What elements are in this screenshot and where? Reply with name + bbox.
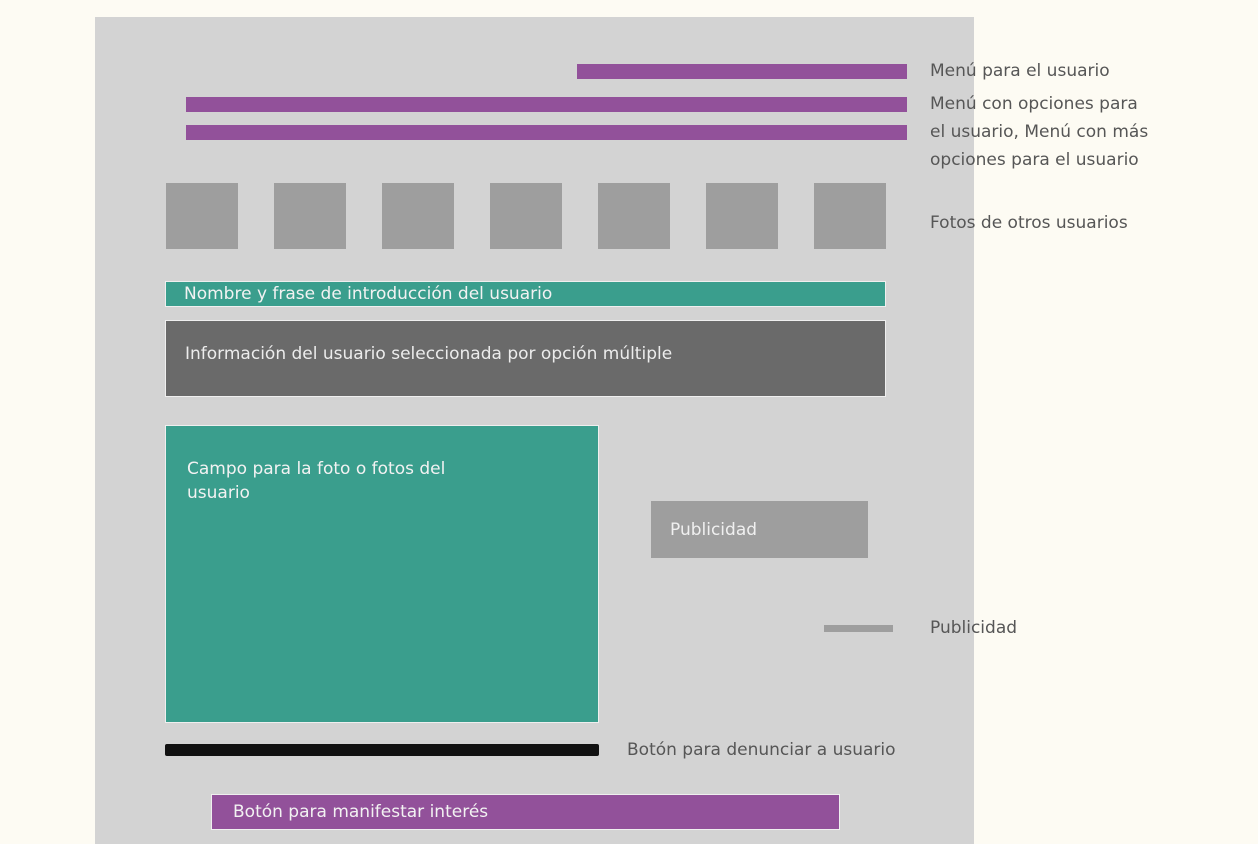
name-intro-bar [165,281,886,307]
ad-line[interactable] [824,625,893,632]
interest-button-label: Botón para manifestar interés [233,802,489,822]
other-user-photo[interactable] [814,183,886,249]
label-ad: Publicidad [930,618,1018,638]
ad-box[interactable] [651,501,868,558]
label-options-menu-line1: Menú con opciones para [930,94,1138,114]
other-user-photo[interactable] [274,183,346,249]
label-options-menu-line2: el usuario, Menú con más [930,122,1149,142]
user-info-text: Información del usuario seleccionada por opción múltiple [185,344,673,364]
photo-field-text-line2: usuario [187,483,250,503]
label-user-menu: Menú para el usuario [930,61,1110,81]
user-menu-bar[interactable] [577,64,907,79]
express-interest-button[interactable] [211,794,840,830]
name-intro-text: Nombre y frase de introducción del usuario [184,284,553,304]
report-user-button[interactable] [165,744,599,756]
user-info-box [165,320,886,397]
photo-field-text-line1: Campo para la foto o fotos del [187,459,446,479]
other-user-photo[interactable] [706,183,778,249]
more-options-menu-bar[interactable] [186,125,907,140]
options-menu-bar[interactable] [186,97,907,112]
other-user-photo[interactable] [166,183,238,249]
other-user-photo[interactable] [382,183,454,249]
other-user-photo[interactable] [490,183,562,249]
label-report-button: Botón para denunciar a usuario [627,740,896,760]
label-options-menu-line3: opciones para el usuario [930,150,1139,170]
other-user-photo[interactable] [598,183,670,249]
label-other-photos: Fotos de otros usuarios [930,213,1128,233]
user-photo-field[interactable] [165,425,599,723]
ad-box-text: Publicidad [670,520,758,540]
